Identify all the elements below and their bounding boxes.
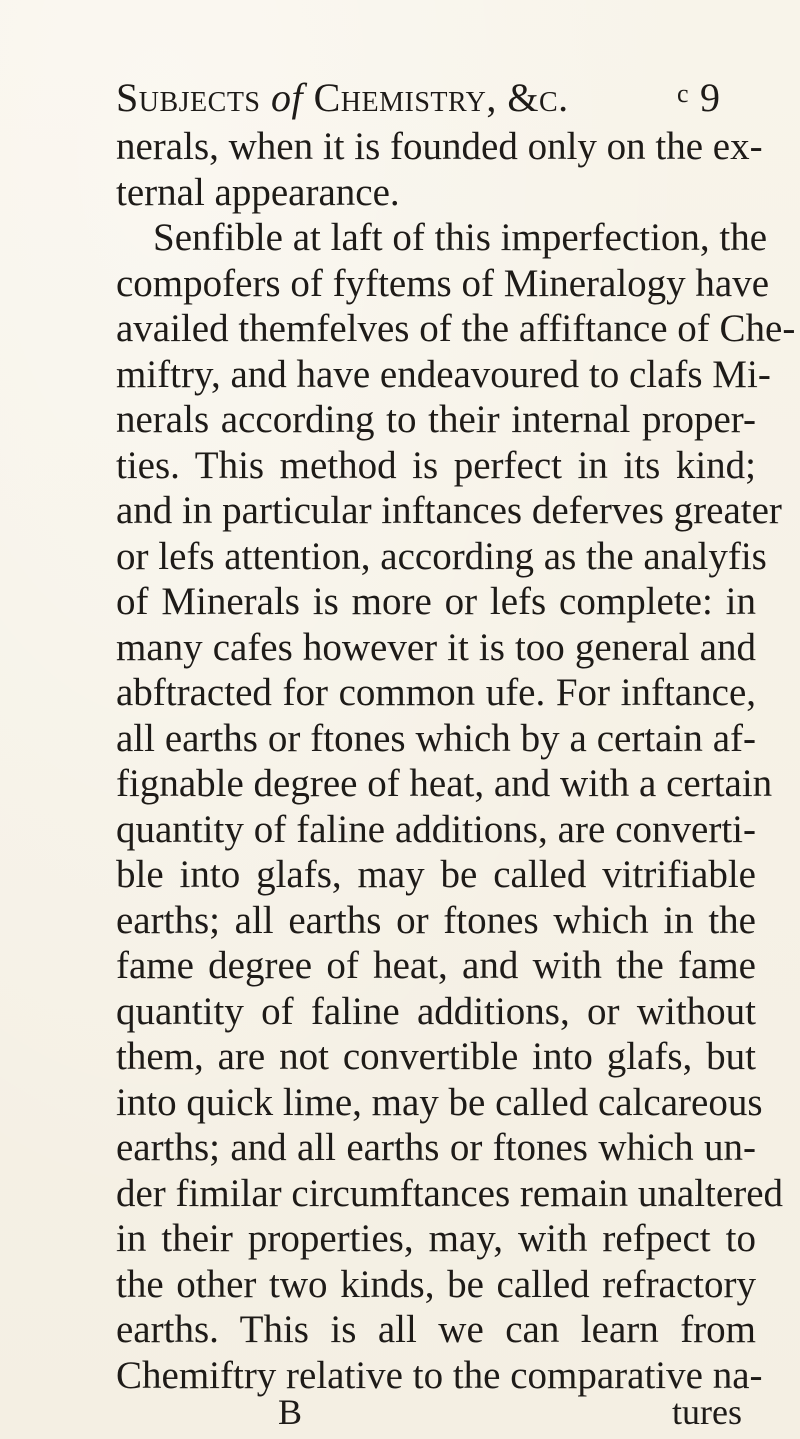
- signature-mark: B: [278, 1392, 303, 1432]
- text-line: quantity of faline additions, or without: [116, 989, 756, 1033]
- text-line: der fimilar circumftances remain unaltered: [116, 1171, 783, 1215]
- text-line: availed themfelves of the affiftance of Che-: [116, 307, 796, 350]
- text-line: many cafes however it is too general and: [116, 625, 756, 669]
- text-line: of Minerals is more or lefs complete: in: [116, 580, 756, 623]
- text-line: nerals according to their internal proper-: [116, 398, 756, 441]
- text-line: Senfible at laft of this imperfection, the: [153, 216, 768, 259]
- catchword: tures: [672, 1392, 742, 1432]
- text-line: miftry, and have endeavoured to clafs Mi-: [116, 352, 771, 396]
- header-mark: c: [677, 79, 690, 108]
- text-line: the other two kinds, be called refractory: [116, 1262, 756, 1306]
- text-line: in their properties, may, with refpect to: [116, 1217, 756, 1260]
- text-line: earths; all earths or ftones which in the: [116, 898, 756, 942]
- text-line: and in particular inftances deferves greater: [116, 489, 782, 532]
- header-word-subjects: Subjects: [116, 75, 261, 120]
- text-line: compofers of fyftems of Mineralogy have: [116, 261, 770, 305]
- running-header: [116, 76, 756, 120]
- text-line: all earths or ftones which by a certain af-: [116, 716, 756, 760]
- text-line: ternal appearance.: [116, 170, 400, 214]
- text-line: fignable degree of heat, and with a certain: [116, 762, 773, 805]
- text-line: nerals, when it is founded only on the ex-: [116, 125, 763, 168]
- body-text: [116, 124, 796, 1398]
- text-line: ble into glafs, may be called vitrifiable: [116, 853, 756, 896]
- text-line: fame degree of heat, and with the fame: [116, 944, 756, 987]
- text-line: or lefs attention, according as the analyfis: [116, 534, 767, 578]
- text-line: ties. This method is perfect in its kind;: [116, 443, 756, 487]
- text-line: earths; and all earths or ftones which un-: [116, 1126, 756, 1169]
- text-line: earths. This is all we can learn from: [116, 1308, 756, 1351]
- text-line: Chemiftry relative to the comparative na-: [116, 1353, 763, 1397]
- page-number: 9: [700, 75, 721, 120]
- text-line: into quick lime, may be called calcareous: [116, 1080, 763, 1124]
- text-line: quantity of faline additions, are converti-: [116, 807, 756, 851]
- text-line: them, are not convertible into glafs, but: [116, 1035, 756, 1078]
- header-word-chemistry: Chemistry, &c.: [313, 75, 569, 120]
- text-line: abftracted for common ufe. For inftance,: [116, 671, 756, 714]
- header-word-of: of: [271, 75, 304, 120]
